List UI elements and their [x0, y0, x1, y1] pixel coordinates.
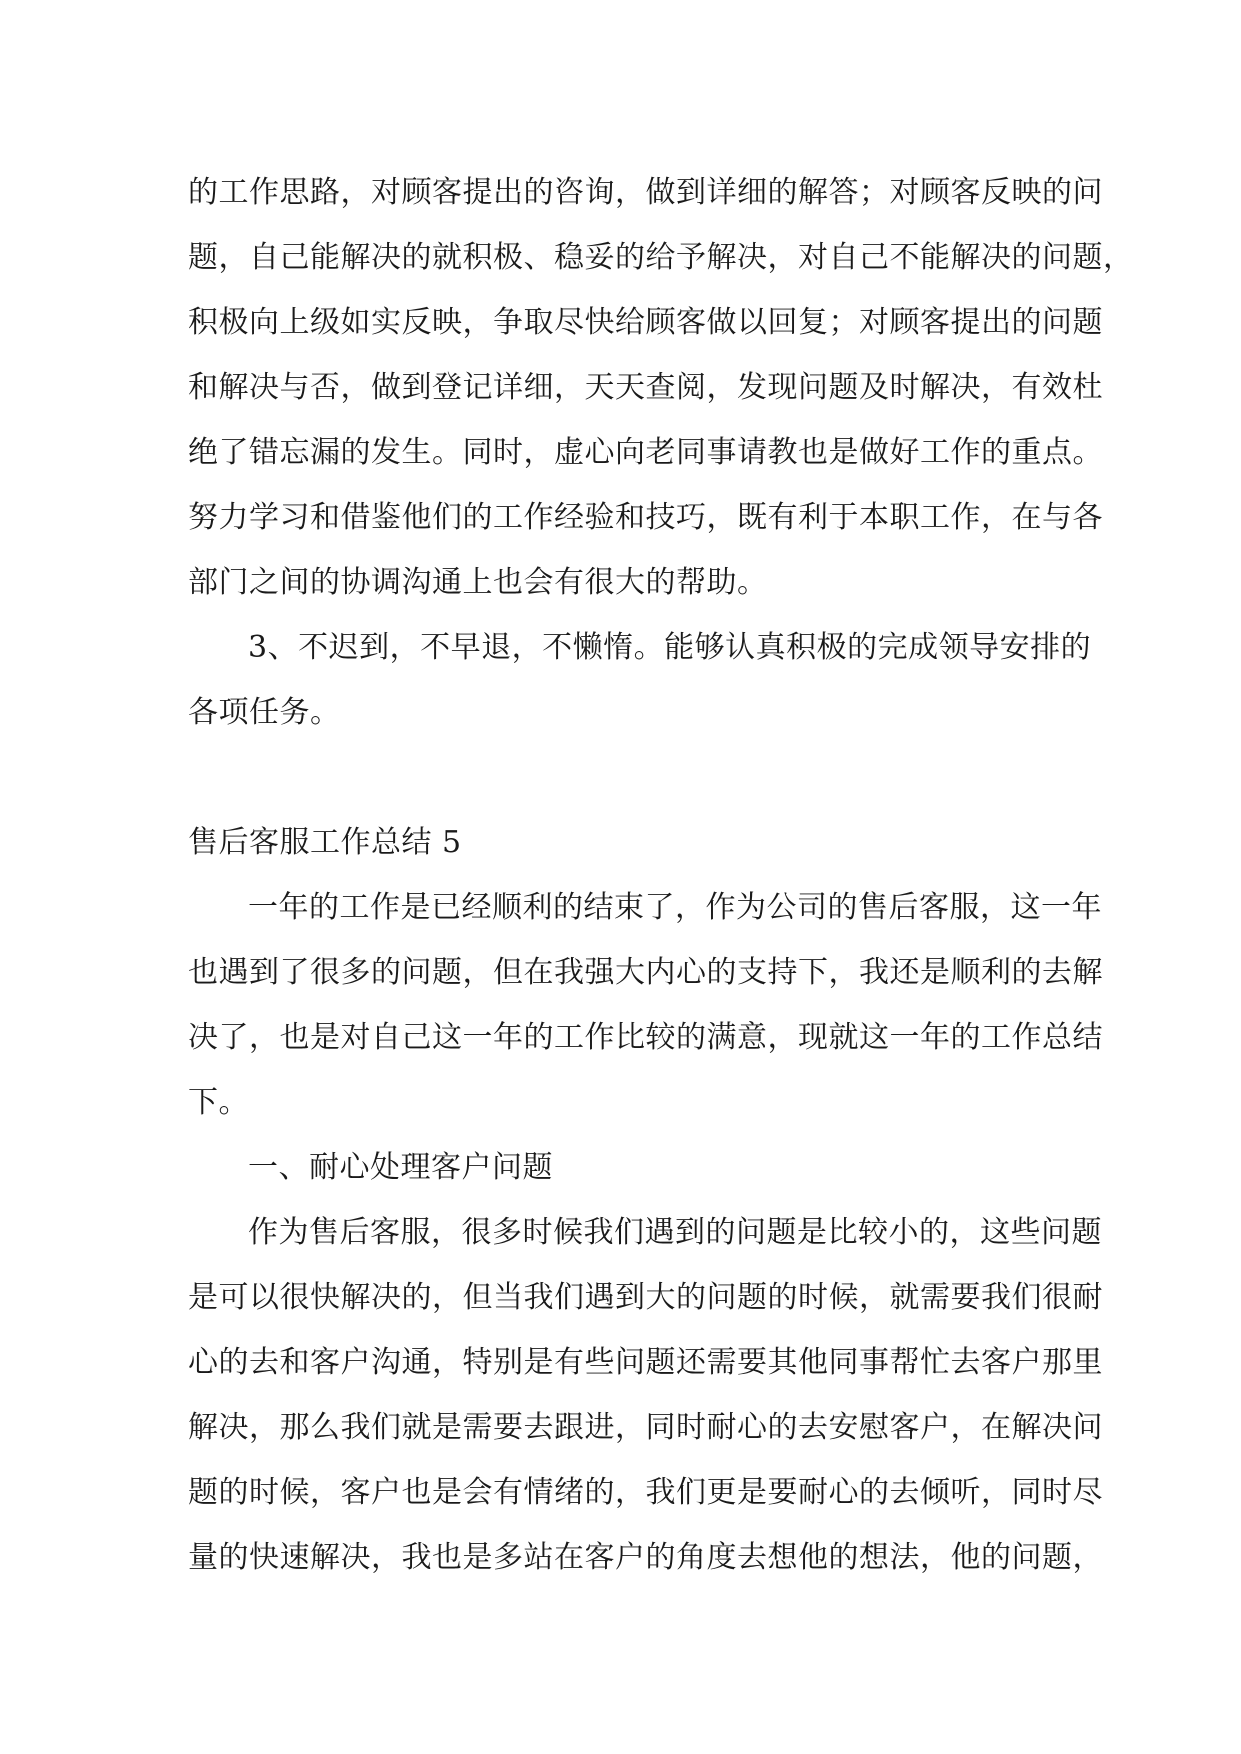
text-line: 量的快速解决，我也是多站在客户的角度去想他的想法，他的问题， [188, 1540, 1103, 1575]
text-line: 努力学习和借鉴他们的工作经验和技巧，既有利于本职工作，在与各 [188, 500, 1103, 535]
document-page [188, 160, 1134, 1590]
paragraph-patience [188, 1200, 1103, 1590]
text-line: 解决，那么我们就是需要去跟进，同时耐心的去安慰客户，在解决问 [188, 1410, 1103, 1445]
text-line: 也遇到了很多的问题，但在我强大内心的支持下，我还是顺利的去解 [188, 955, 1103, 990]
text-line: 题的时候，客户也是会有情绪的，我们更是要耐心的去倾听，同时尽 [188, 1475, 1103, 1510]
text-line: 是可以很快解决的，但当我们遇到大的问题的时候，就需要我们很耐 [188, 1280, 1103, 1315]
text-line: 的工作思路，对顾客提出的咨询，做到详细的解答；对顾客反映的问 [188, 175, 1103, 210]
text-line: 部门之间的协调沟通上也会有很大的帮助。 [188, 565, 768, 600]
text-line: 作为售后客服，很多时候我们遇到的问题是比较小的，这些问题 [248, 1215, 1102, 1250]
text-line: 下。 [188, 1085, 249, 1120]
blank-line [188, 745, 1060, 810]
text-line: 和解决与否，做到登记详细，天天查阅，发现问题及时解决，有效杜 [188, 370, 1103, 405]
section-title: 售后客服工作总结 5 [188, 825, 462, 860]
text-line: 3、不迟到，不早退，不懒惰。能够认真积极的完成领导安排的 [248, 630, 1092, 665]
paragraph-intro [188, 875, 1103, 1135]
text-line: 积极向上级如实反映，争取尽快给顾客做以回复；对顾客提出的问题 [188, 305, 1103, 340]
text-line: 一年的工作是已经顺利的结束了，作为公司的售后客服，这一年 [248, 890, 1102, 925]
paragraph-work-approach [188, 160, 1134, 615]
subheading: 一、耐心处理客户问题 [248, 1150, 553, 1185]
text-line: 心的去和客户沟通，特别是有些问题还需要其他同事帮忙去客户那里 [188, 1345, 1103, 1380]
text-line: 决了，也是对自己这一年的工作比较的满意，现就这一年的工作总结 [188, 1020, 1103, 1055]
text-line: 绝了错忘漏的发生。同时，虚心向老同事请教也是做好工作的重点。 [188, 435, 1103, 470]
text-line: 题，自己能解决的就积极、稳妥的给予解决，对自己不能解决的问题， [188, 240, 1134, 275]
text-line: 各项任务。 [188, 695, 341, 730]
paragraph-item-3 [188, 615, 1092, 745]
